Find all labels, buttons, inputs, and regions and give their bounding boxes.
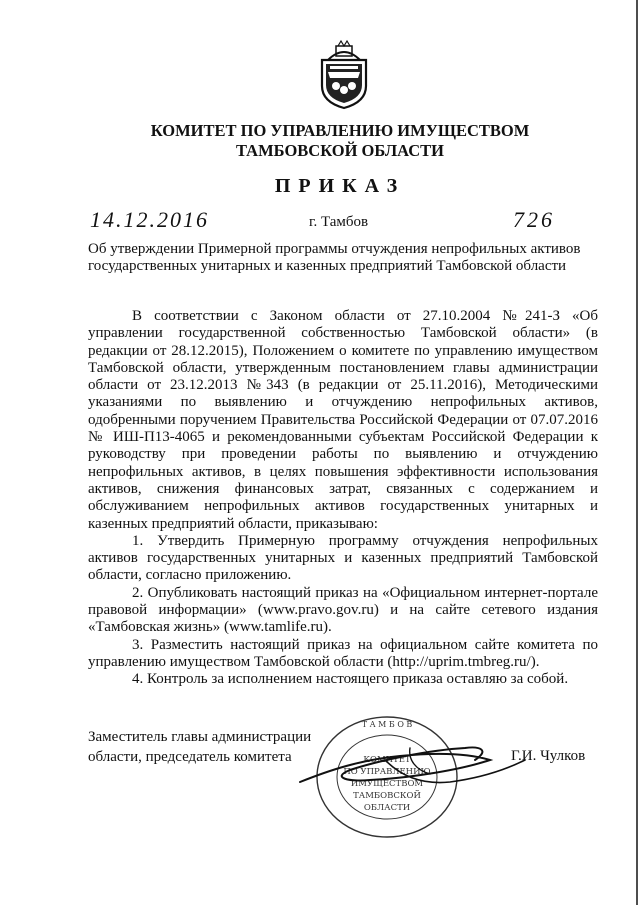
order-item: 2. Опубликовать настоящий приказ на «Официальном интернет-портале правовой информации» (www.pravo.gov.ru) и на сайте сетевого издания «Тамбовская жизнь» (www.tamlife.ru). [88, 584, 598, 636]
signatory-position-line: области, председатель комитета [88, 749, 292, 765]
subject-line: Об утверждении Примерной программы отчуждения непрофильных активов [88, 241, 581, 257]
preamble-paragraph: В соответствии с Законом области от 27.10.2004 №241-З «Об управлении государственной собственностью Тамбовской области» (в редакции от 28.12.2015), Положением о комитете по управлению имуществом Тамбовской области, утвержденным постановлением главы администрации области от 23.12.2013 №343 (в редакции от 25.11.2016), Методическими указаниями по выявлению и отчуждению непрофильных активов, одобренными поручением Правительства Российской Федерации от 07.07.2016 № ИШ-П13-4065 и рекомендованными субъектам Российской Федерации к руководству при проведении работы по выявлению и отчуждению непрофильных активов, в целях повышения эффективности использования активов, снижения финансовых затрат, связанных с содержанием и обслуживанием непрофильных активов государственных унитарных и казенных предприятий области, приказываю: [88, 308, 598, 532]
organization-name-line2: ТАМБОВСКОЙ ОБЛАСТИ [235, 141, 445, 160]
order-item: 4. Контроль за исполнением настоящего приказа оставляю за собой. [132, 671, 569, 688]
document-type-title: ПРИКАЗ [274, 175, 406, 197]
organization-name-line1: КОМИТЕТ ПО УПРАВЛЕНИЮ ИМУЩЕСТВОМ [150, 121, 530, 140]
signatory-position [88, 727, 311, 767]
coat-of-arms-icon [314, 38, 374, 110]
svg-text:ИМУЩЕСТВОМ: ИМУЩЕСТВОМ [350, 779, 424, 789]
order-item: 1. Утвердить Примерную программу отчуждения непрофильных активов государственных унитарных и казенных предприятий Тамбовской области, согласно приложению. [88, 532, 598, 584]
order-body [88, 308, 598, 689]
order-number: 726 [513, 207, 555, 232]
order-city: г. Тамбов [309, 214, 369, 230]
order-date: 14.12.2016 [90, 207, 209, 232]
svg-text:КОМИТЕТ: КОМИТЕТ [363, 755, 411, 765]
signatory-position-line: Заместитель главы администрации [88, 729, 312, 745]
handwritten-signature [290, 730, 540, 800]
subject-line: государственных унитарных и казенных предприятий Тамбовской области [88, 258, 567, 274]
svg-text:Т А М Б О В: Т А М Б О В [361, 720, 413, 729]
svg-text:ПО УПРАВЛЕНИЮ: ПО УПРАВЛЕНИЮ [343, 767, 431, 777]
signatory-name: Г.И. Чулков [511, 748, 586, 764]
order-subject [88, 241, 608, 275]
svg-text:ОБЛАСТИ: ОБЛАСТИ [363, 803, 411, 813]
svg-text:ТАМБОВСКОЙ: ТАМБОВСКОЙ [353, 791, 421, 801]
order-item: 3. Разместить настоящий приказ на официальном сайте комитета по управлению имуществом Тамбовской области (http://uprim.tmbreg.ru/). [88, 636, 598, 670]
